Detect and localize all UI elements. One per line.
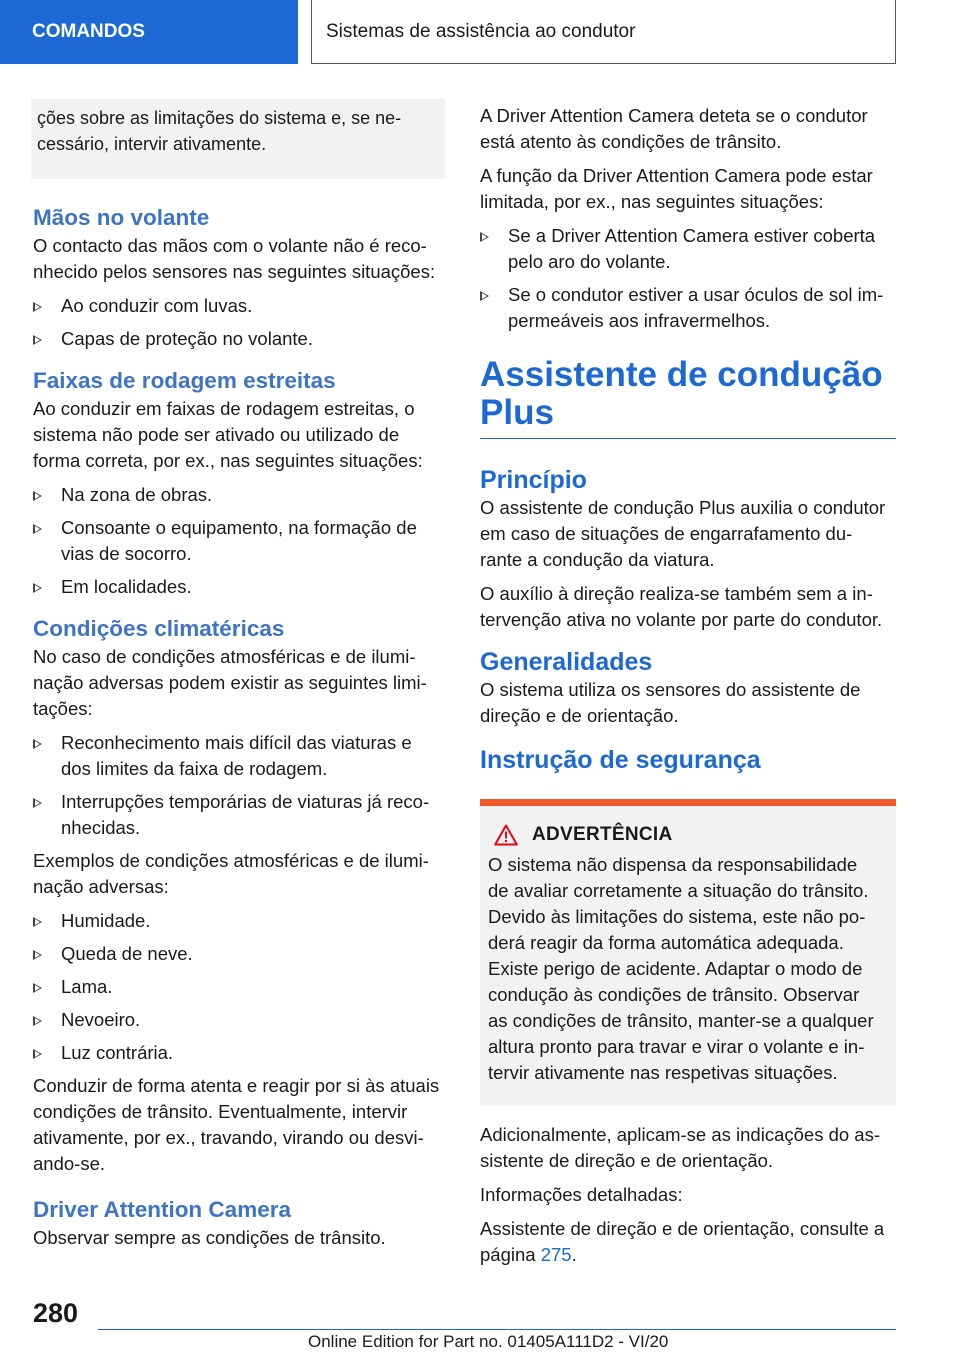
triangle-bullet-icon: [33, 1049, 42, 1059]
heading-principle: Princípio: [480, 466, 587, 494]
triangle-bullet-icon: [33, 335, 42, 345]
footer-rule: [98, 1329, 896, 1330]
principle-text-2: O auxílio à direção realiza-se também sem a in- tervenção ativa no volante por parte do condutor.: [480, 583, 883, 630]
list-item: Nevoeiro.: [33, 1007, 447, 1033]
driver-attention-text: Observar sempre as condições de trânsito.: [33, 1227, 386, 1248]
triangle-bullet-icon: [33, 583, 42, 593]
detailed-info-label: Informações detalhadas:: [480, 1184, 683, 1205]
triangle-bullet-icon: [33, 491, 42, 501]
warning-text: O sistema não dispensa da responsabilidade de avaliar corretamente a situação do trânsito. Devido às limitações do sistema, este não po- derá reagir da forma automática adequada. Existe perigo de acidente. Adaptar o modo de condução às condições de trânsito. Observar as condições de trânsito, manter-se a qualquer altura pronto para travar e virar o volante e in- tervir ativamente nas respetivas situações.: [488, 854, 874, 1083]
triangle-bullet-icon: [33, 302, 42, 312]
list-item: Capas de proteção no volante.: [33, 326, 447, 352]
footer-edition: Online Edition for Part no. 01405A111D2 - VI/20: [308, 1332, 669, 1351]
heading-safety-instruction: Instrução de segurança: [480, 746, 761, 774]
list-item: Lama.: [33, 974, 447, 1000]
warning-header: [488, 824, 888, 846]
general-text: O sistema utiliza os sensores do assistente de direção e de orientação.: [480, 679, 861, 726]
list-item: Luz contrária.: [33, 1040, 447, 1066]
camera-limited-text: A função da Driver Attention Camera pode estar limitada, por ex., nas seguintes situações:: [480, 165, 873, 212]
list-item: Interrupções temporárias de viaturas já reco- nhecidas.: [33, 789, 447, 841]
principle-text-1: O assistente de condução Plus auxilia o condutor em caso de situações de engarrafamento du- rante a condução da viatura.: [480, 497, 886, 570]
list-item: Se o condutor estiver a usar óculos de sol im- permeáveis aos infravermelhos.: [480, 282, 896, 334]
reference-text: Assistente de direção e de orientação, consulte a página 275.: [480, 1218, 885, 1265]
camera-limits-list: [480, 223, 896, 334]
warning-box: [480, 799, 896, 1106]
list-item: Consoante o equipamento, na formação de vias de socorro.: [33, 515, 447, 567]
weather-list: [33, 730, 447, 841]
triangle-bullet-icon: [33, 950, 42, 960]
heading-narrow-lanes: Faixas de rodagem estreitas: [33, 368, 336, 393]
triangle-bullet-icon: [33, 798, 42, 808]
triangle-bullet-icon: [33, 739, 42, 749]
intro-text: ções sobre as limitações do sistema e, se ne- cessário, intervir ativamente.: [37, 108, 402, 154]
list-item: Reconhecimento mais difícil das viaturas e dos limites da faixa de rodagem.: [33, 730, 447, 782]
additional-text: Adicionalmente, aplicam-se as indicações do as- sistente de direção e de orientação.: [480, 1124, 881, 1171]
list-item: Em localidades.: [33, 574, 447, 600]
warning-triangle-icon: [494, 824, 518, 846]
continued-note-box: [31, 99, 445, 179]
weather-examples-list: [33, 908, 447, 1066]
list-item: Ao conduzir com luvas.: [33, 293, 447, 319]
list-item: Humidade.: [33, 908, 447, 934]
triangle-bullet-icon: [33, 917, 42, 927]
triangle-bullet-icon: [480, 232, 489, 242]
warning-label: ADVERTÊNCIA: [532, 824, 673, 845]
heading-general: Generalidades: [480, 648, 653, 676]
left-column: [33, 101, 447, 1259]
right-column: [480, 103, 896, 1276]
camera-detects-text: A Driver Attention Camera deteta se o condutor está atento às condições de trânsito.: [480, 105, 868, 152]
narrow-lanes-list: [33, 482, 447, 600]
weather-text: No caso de condições atmosféricas e de ilumi- nação adversas podem existir as seguintes limi- tações:: [33, 646, 427, 719]
page-number: 280: [33, 1298, 79, 1328]
section-heading-driving-assistant-plus: Assistente de condução Plus: [480, 356, 896, 439]
list-item: Queda de neve.: [33, 941, 447, 967]
hands-on-wheel-text: O contacto das mãos com o volante não é reco- nhecido pelos sensores nas seguintes situações:: [33, 235, 436, 282]
weather-examples-text: Exemplos de condições atmosféricas e de ilumi- nação adversas:: [33, 850, 429, 897]
page-reference-link[interactable]: 275: [540, 1244, 572, 1265]
list-item: Se a Driver Attention Camera estiver coberta pelo aro do volante.: [480, 223, 896, 275]
triangle-bullet-icon: [33, 983, 42, 993]
heading-weather-conditions: Condições climatéricas: [33, 616, 285, 641]
list-item: Na zona de obras.: [33, 482, 447, 508]
heading-hands-on-wheel: Mãos no volante: [33, 205, 210, 230]
triangle-bullet-icon: [480, 291, 489, 301]
triangle-bullet-icon: [33, 524, 42, 534]
attentive-driving-text: Conduzir de forma atenta e reagir por si às atuais condições de trânsito. Eventualmente, intervir ativamente, por ex., travando, virando ou desvi- ando-se.: [33, 1075, 440, 1174]
section-tab[interactable]: COMANDOS: [0, 0, 298, 64]
narrow-lanes-text: Ao conduzir em faixas de rodagem estreitas, o sistema não pode ser ativado ou utilizado de forma correta, por ex., nas seguintes situações:: [33, 398, 423, 471]
chapter-title: Sistemas de assistência ao condutor: [311, 0, 896, 64]
heading-driver-attention-camera: Driver Attention Camera: [33, 1197, 291, 1222]
hands-on-wheel-list: [33, 293, 447, 352]
triangle-bullet-icon: [33, 1016, 42, 1026]
